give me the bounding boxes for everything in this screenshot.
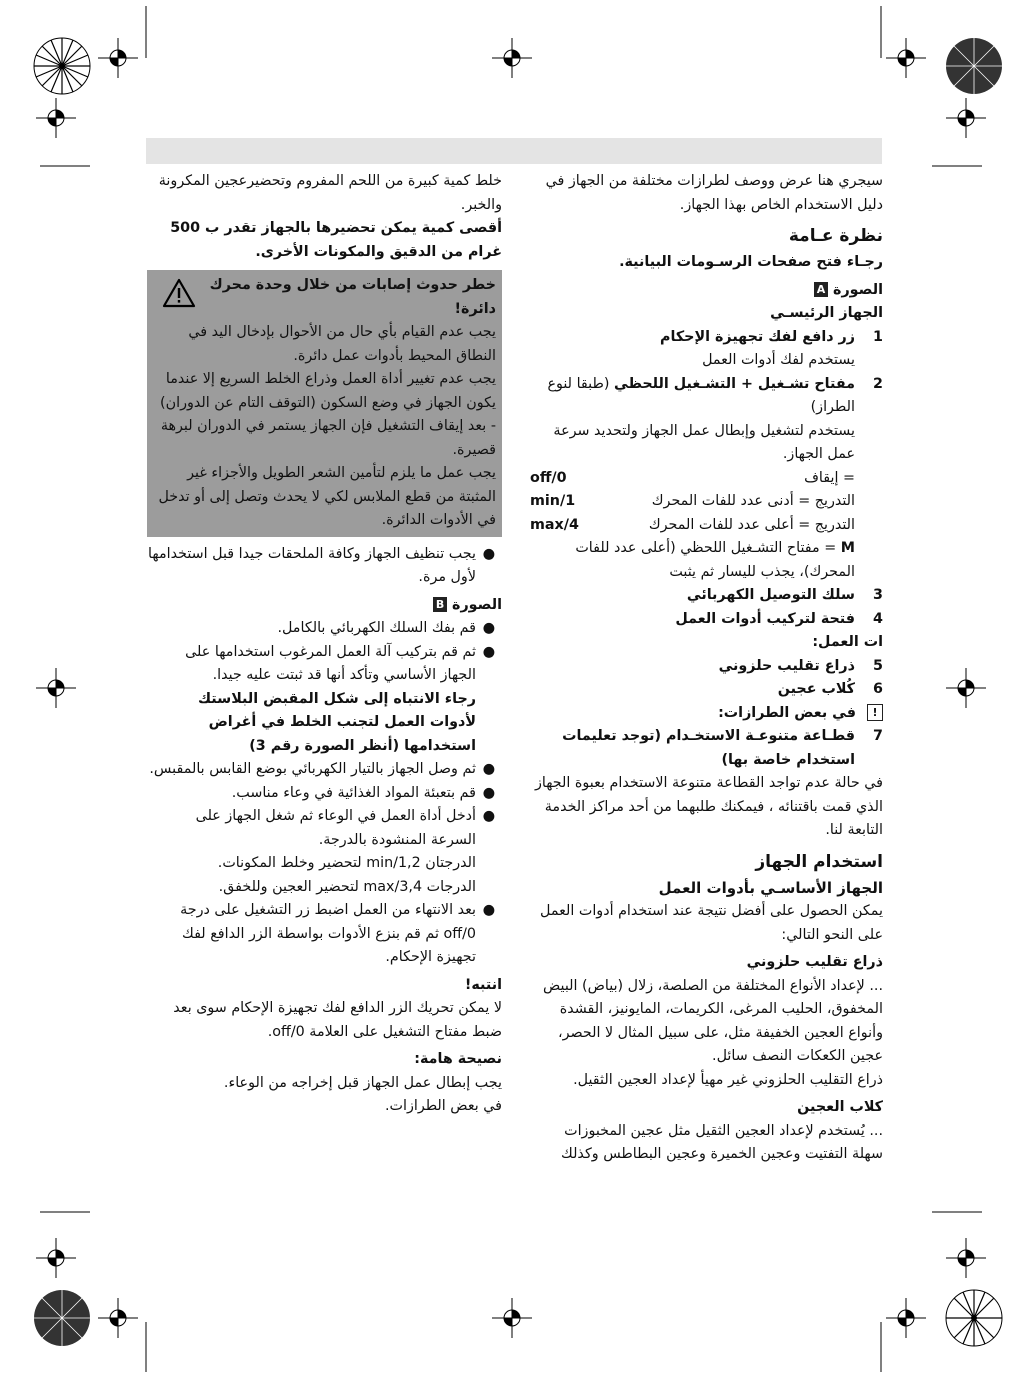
warning-paragraph: يجب عدم القيام بأي حال من الأحوال بإدخال اليد في النطاق المحيط بأدوات عمل دائرة. bbox=[188, 324, 496, 364]
bullet-text: ثم قم بتركيب آلة العمل المرغوب استخدامها على الجهاز الأساسي وتأكد أنها قد ثبتت عليه جيدا. bbox=[185, 643, 476, 683]
bullet-text: ثم وصل الجهاز بالتيار الكهربائي بوضع القابس بالمقبس. bbox=[149, 761, 476, 777]
switch-row-value: التدريج = أعلى عدد للفات المحرك bbox=[648, 516, 855, 533]
bullet-item bbox=[147, 899, 502, 970]
item-title-rest: (طبقا لنوع الطراز) bbox=[547, 375, 855, 415]
list-item bbox=[530, 725, 883, 772]
attention-text: لا يمكن تحريك الزر الدافع لفك تجهيزة الإحكام سوى بعد ضبط مفتاح التشغيل على العلامة off/0. bbox=[173, 1000, 502, 1040]
item7-text: في حالة عدم تواجد القطاعة متنوعة الاستخدام بعبوة الجهاز الذي قمت باقتنائه ، فيمكنك طلبهما من أحد مراكز الخدمة التابعة لنا. bbox=[534, 775, 883, 838]
exclamation-icon: ! bbox=[867, 704, 883, 721]
base-text: يمكن الحصول على أفضل نتيجة عند استخدام أدوات العمل على النحو التالي: bbox=[540, 903, 883, 943]
switch-row bbox=[530, 490, 855, 514]
item-number: 1 bbox=[873, 328, 883, 345]
bullet-item bbox=[147, 641, 502, 688]
figure-b-text: الصورة bbox=[452, 596, 502, 613]
bullet-icon: ● bbox=[482, 808, 496, 824]
bullet-note bbox=[147, 688, 502, 759]
list-item bbox=[530, 655, 883, 679]
left-column bbox=[147, 170, 502, 1119]
figure-a-letter: A bbox=[814, 282, 828, 297]
list-item bbox=[530, 608, 883, 632]
list-item bbox=[530, 373, 883, 420]
bullet-icon: ● bbox=[482, 620, 496, 636]
list-item bbox=[530, 326, 883, 350]
item-title: فتحة لتركيب أدوات العمل bbox=[675, 610, 855, 627]
item-number: 4 bbox=[873, 610, 883, 627]
tip-title: نصيحة هامة: bbox=[414, 1051, 502, 1067]
item-number: 3 bbox=[873, 587, 883, 603]
item-title: كُلاب عجين bbox=[777, 681, 855, 697]
whisk-text: ... لإعداد الأنواع المختلفة من الصلصة، زلال (بياض) البيض المخفوق، الحليب المرغى، الكريمات، المايونيز، القشدة وأنواع العجين الخفيفة مثل، على سبيل المثال لا الحصر، عجين الكعكات النصف سائل. bbox=[543, 977, 883, 1064]
item-text: يستخدم لفك أدوات العمل bbox=[702, 352, 855, 368]
bullet-icon: ● bbox=[482, 761, 496, 777]
bullet-text: يجب تنظيف الجهاز وكافة الملحقات جيدا قبل استخدامها لأول مرة. bbox=[148, 545, 476, 585]
warning-title: خطر حدوث إصابات من خلال وحدة محرك دائرة! bbox=[209, 277, 496, 317]
switch-row-key: off/0 bbox=[530, 469, 567, 486]
speed-line bbox=[147, 852, 502, 876]
speed-line bbox=[147, 876, 502, 900]
bullet-icon: ● bbox=[482, 784, 496, 801]
item-number: 2 bbox=[873, 375, 883, 392]
switch-row-key: max/4 bbox=[530, 516, 579, 533]
overview-title: نظرة عـامة bbox=[788, 226, 883, 246]
list-item bbox=[530, 584, 883, 608]
warning-box bbox=[147, 270, 502, 537]
bullet-bold-text: رجاء الانتباه إلى شكل المقبض البلاستك لأدوات العمل لتجنب الخلط في أغراض استخدامها (أنظر الصورة رقم 3) bbox=[197, 690, 476, 754]
switch-row-value: = إيقاف bbox=[804, 469, 855, 486]
switch-row-value: التدريج = أدنى عدد للفات المحرك bbox=[651, 493, 855, 509]
hook-title: كلاب العجين bbox=[797, 1099, 883, 1115]
bullet-icon: ● bbox=[482, 545, 496, 562]
item-title: زر دافع لفك تجهيزة الإحكام bbox=[660, 328, 855, 345]
warning-paragraph: يجب عدم تغيير أداة العمل وذراع الخلط السريع إلا عندما يكون الجهاز في وضع السكون (التوقف التام عن الدوران) - بعد إيقاف التشغيل فإن الجهاز يستمر في الدوران لبرهة قصيرة. bbox=[160, 371, 496, 458]
figure-b-label bbox=[147, 594, 502, 618]
item-number: 7 bbox=[873, 728, 883, 744]
item-text: يستخدم لتشغيل وإبطال عمل الجهاز ولتحديد سرعة عمل الجهاز. bbox=[553, 422, 855, 462]
figure-b-letter: B bbox=[433, 597, 447, 612]
max-quantity-text: أقصى كمية يمكن تحضيرها بالجهاز تقدر ب 500 غرام من الدقيق والمكونات الأخرى. bbox=[170, 220, 502, 260]
item-title: سلك التوصيل الكهربائي bbox=[686, 587, 855, 603]
header-band bbox=[146, 138, 882, 164]
item-title: مفتاح تشـغيل + التشـغيل اللحظي bbox=[613, 375, 855, 392]
whisk-note: ذراع التقليب الحلزوني غير مهيأ لإعداد العجين الثقيل. bbox=[573, 1071, 883, 1088]
intro-text: سيجري هنا عرض ووصف لطرازات مختلفة من الجهاز في دليل الاستخدام الخاص بهذا الجهاز. bbox=[545, 173, 883, 213]
speed-line-text: الدرجات max/3,4 لتحضير العجين وللخفق. bbox=[218, 878, 476, 895]
hook-text: ... يُستخدم لإعداد العجين الثقيل مثل عجين المخبوزات سهلة التفتيت وعجين الخميرة وعجين البطاطس وكذلك bbox=[561, 1122, 883, 1162]
base-title: الجهاز الأساسـي بأدوات العمل bbox=[658, 878, 883, 897]
switch-m-text: = مفتاح التشـغيل اللحظي (أعلى عدد للفات المحرك)، يجذب لليسار ثم يثبت bbox=[575, 540, 855, 580]
item-number: 5 bbox=[873, 657, 883, 674]
some-models-row bbox=[530, 702, 883, 726]
bullet-item bbox=[147, 782, 502, 806]
continued-text: خلط كمية كبيرة من اللحم المفروم وتحضيرعجين المكرونة والخبر. bbox=[158, 173, 502, 213]
bullet-text: قم بتعبئة المواد الغذائية في وعاء مناسب. bbox=[231, 784, 476, 801]
bullet-item bbox=[147, 758, 502, 782]
bullet-icon: ● bbox=[482, 643, 496, 660]
whisk-title: ذراع تقليب حلزوني bbox=[746, 954, 883, 970]
right-column bbox=[530, 170, 883, 1167]
warning-paragraph: يجب عمل ما يلزم لتأمين الشعر الطويل والأجزاء غير المثبتة من قطع الملابس لكي لا يحدث وتصل إلى أو تدخل في الأدوات الدائرة. bbox=[158, 465, 496, 528]
overview-text: رجـاء فتح صفحات الرسـومات البيانية. bbox=[619, 254, 883, 270]
switch-row bbox=[530, 467, 855, 491]
warning-triangle-icon bbox=[155, 274, 203, 321]
bullet-text: بعد الانتهاء من العمل اضبط زر التشغيل على درجة off/0 ثم قم بنزع الأدوات بواسطة الزر الدافع لفك تجهيزة الإحكام. bbox=[180, 902, 476, 965]
switch-m-key: M bbox=[840, 540, 855, 556]
bullet-item bbox=[147, 543, 502, 590]
switch-m-row bbox=[530, 537, 855, 584]
tools-heading: ات العمل: bbox=[812, 634, 883, 650]
figure-a-text: الصورة bbox=[833, 281, 883, 298]
switch-row-key: min/1 bbox=[530, 493, 576, 509]
bullet-item bbox=[147, 617, 502, 641]
bullet-text: أدخل أداة العمل في الوعاء ثم شغل الجهاز على السرعة المنشودة بالدرجة. bbox=[195, 808, 476, 848]
warning-header bbox=[155, 274, 496, 321]
some-models-text: في بعض الطرازات: bbox=[718, 704, 857, 721]
item-title: قطـاعة متنوعـة الاستخـدام (توجد تعليمات استخدام خاصة بها) bbox=[562, 728, 855, 768]
item-title: ذراع تقليب حلزوني bbox=[718, 657, 855, 674]
bullet-icon: ● bbox=[482, 902, 496, 918]
bullet-item bbox=[147, 805, 502, 852]
switch-table bbox=[530, 467, 883, 585]
tip-text: يجب إبطال عمل الجهاز قبل إخراجه من الوعاء. bbox=[223, 1074, 502, 1091]
figure-a-label bbox=[530, 279, 883, 303]
item-number: 6 bbox=[873, 681, 883, 697]
switch-row bbox=[530, 514, 855, 538]
main-unit-title: الجهاز الرئيسـي bbox=[770, 305, 883, 321]
use-title: استخدام الجهاز bbox=[755, 851, 883, 872]
bullet-text: قم بفك السلك الكهربائي بالكامل. bbox=[277, 620, 476, 636]
list-item bbox=[530, 678, 883, 702]
tip-note: في بعض الطرازات. bbox=[384, 1098, 502, 1114]
attention-title: انتبه! bbox=[464, 976, 502, 993]
speed-line-text: الدرجتان min/1,2 لتحضير وخلط المكونات. bbox=[217, 855, 476, 871]
